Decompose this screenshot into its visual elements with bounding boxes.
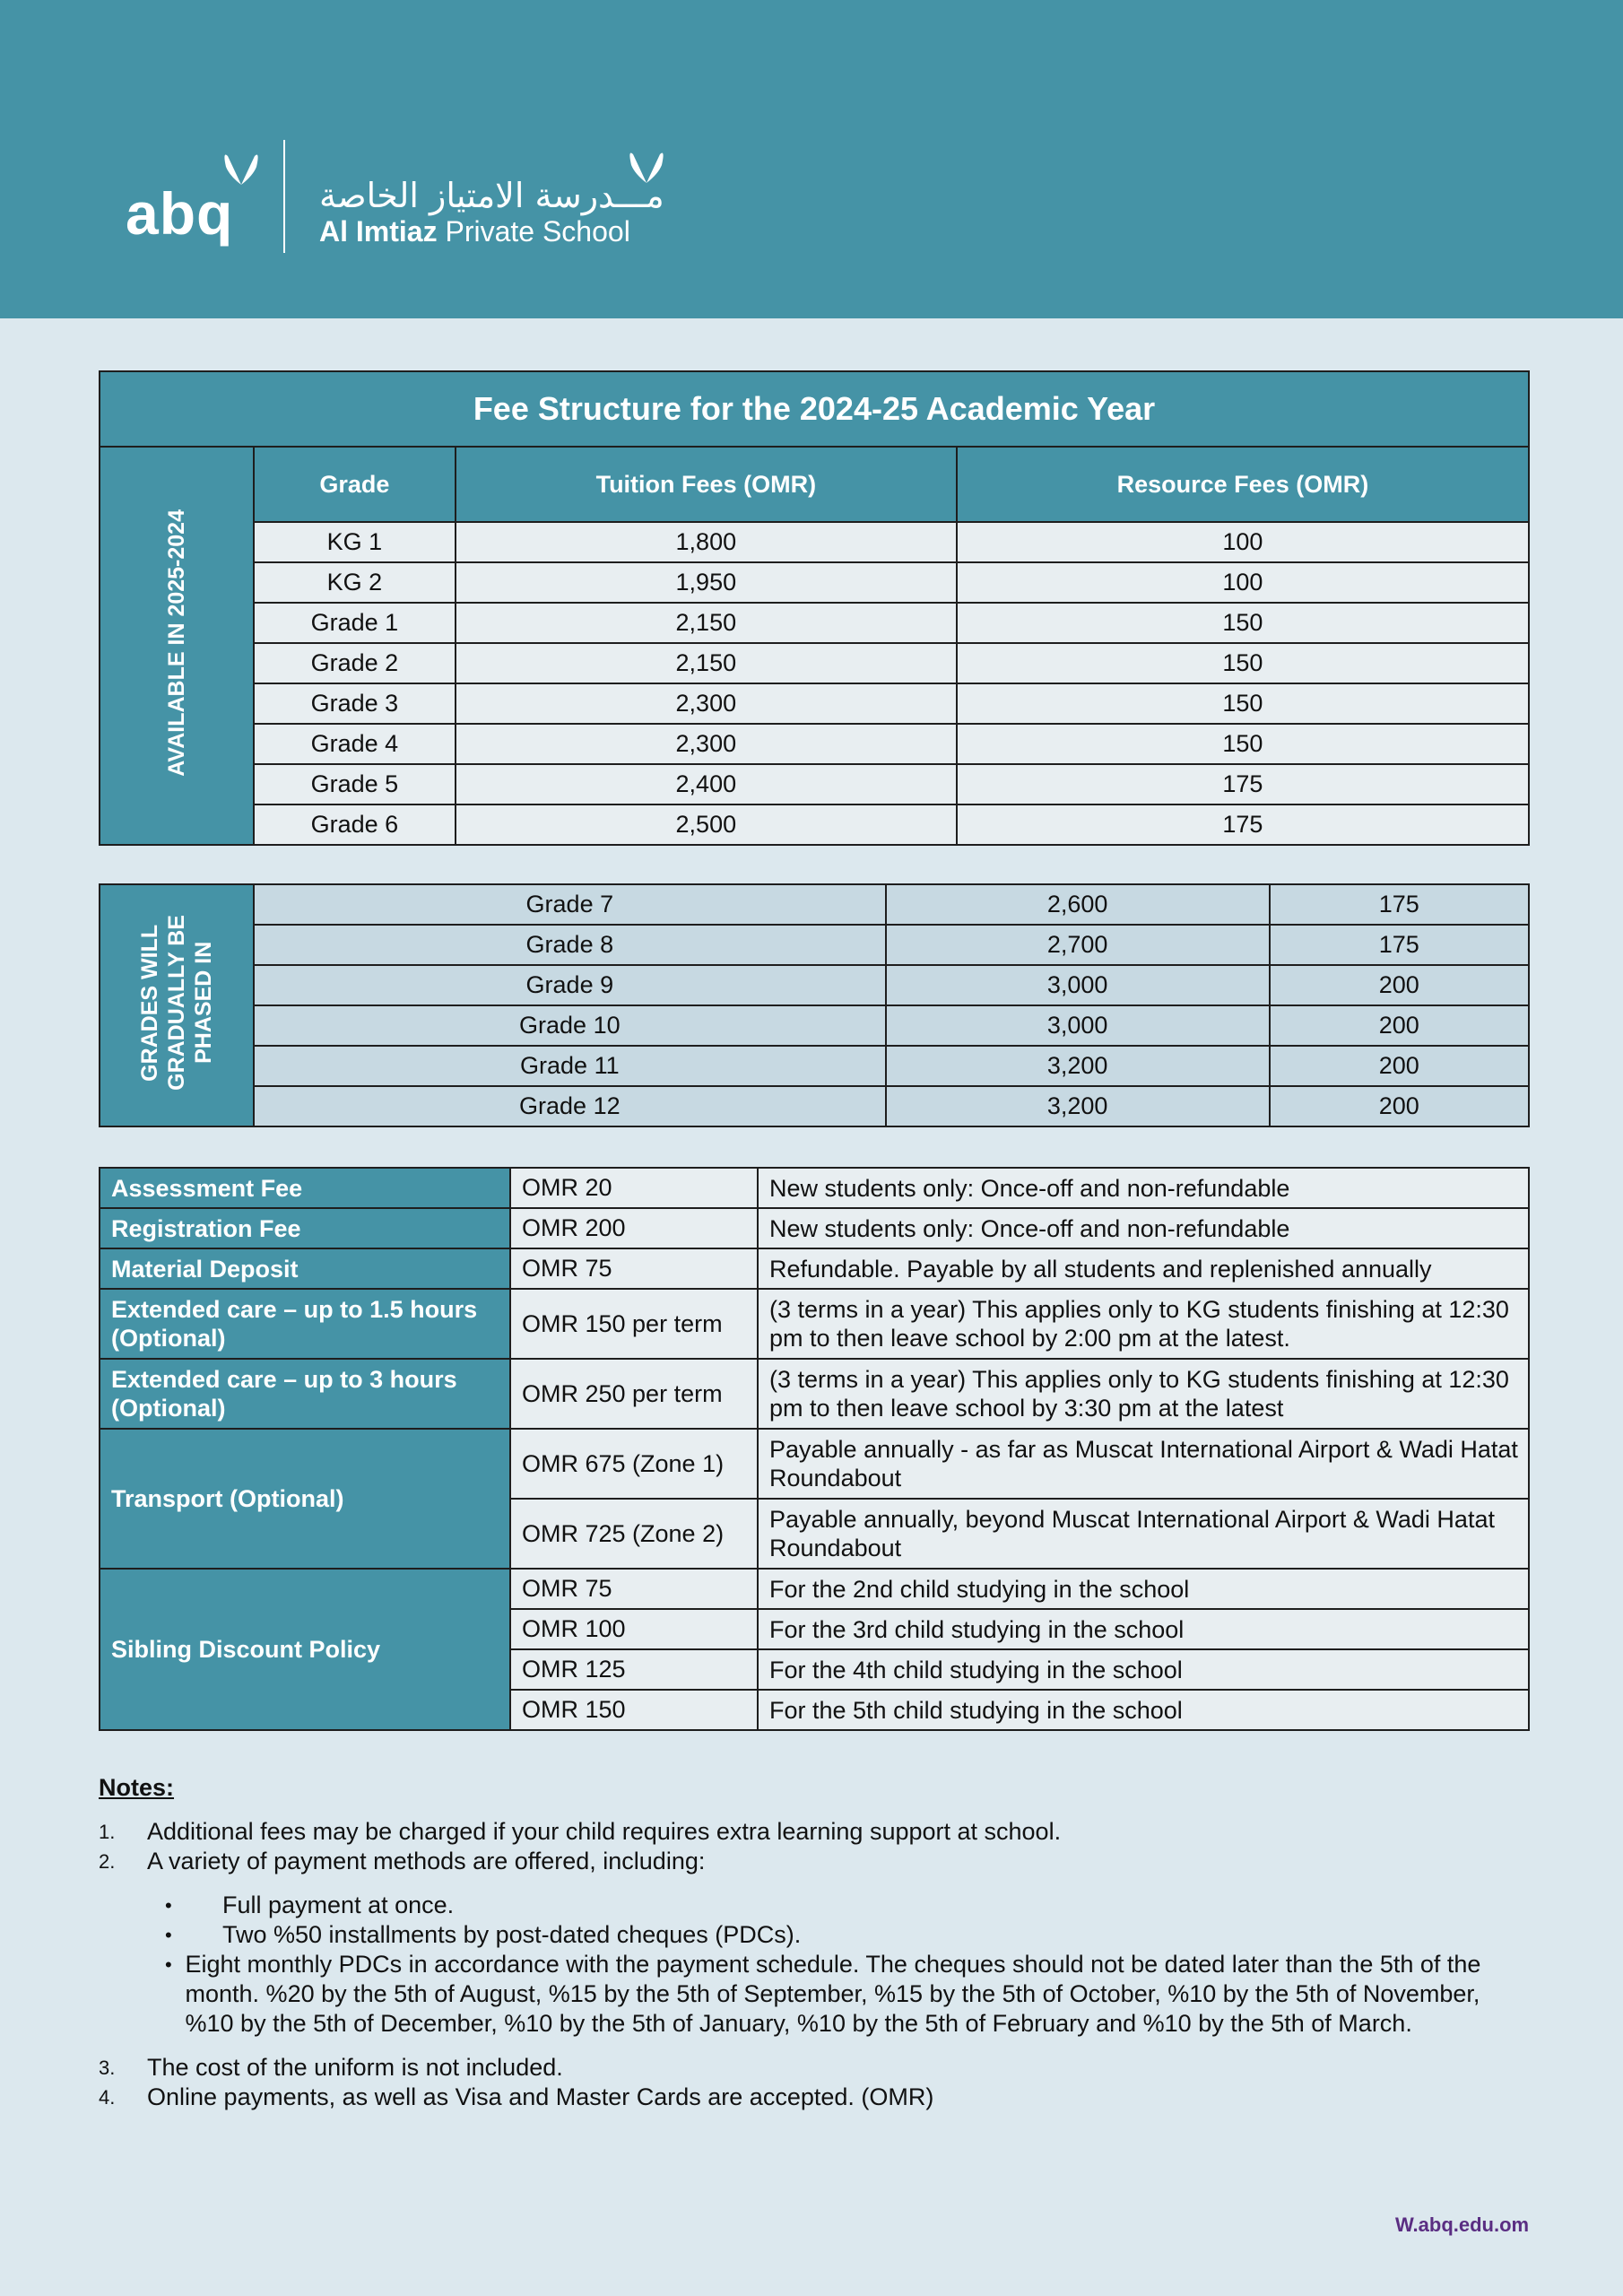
fee-table-title: Fee Structure for the 2024-25 Academic Year: [100, 371, 1529, 447]
page-header: [0, 0, 1623, 318]
notes-title: Notes:: [99, 1774, 175, 1801]
phased-side-label: GRADES WILL GRADUALLY BE PHASED IN: [100, 884, 254, 1126]
available-side-label: AVAILABLE IN 2025-2024: [100, 447, 254, 845]
list-item: 3. The cost of the uniform is not included.: [99, 2054, 563, 2081]
table-row: KG 1 1,800 100: [100, 522, 1529, 562]
abq-logo: abq: [126, 180, 234, 247]
table-row: Material Deposit OMR 75 Refundable. Payable by all students and replenished annually: [100, 1248, 1529, 1289]
table-row: Grade 4 2,300 150: [100, 724, 1529, 764]
table-row: Grade 11 3,200 200: [100, 1046, 1529, 1086]
website-link[interactable]: W.abq.edu.om: [1395, 2213, 1530, 2236]
table-row: Grade 6 2,500 175: [100, 804, 1529, 845]
school-name-arabic: مـــدرسة الامتياز الخاصة: [319, 176, 664, 215]
list-item: 2. A variety of payment methods are offered, including:: [99, 1848, 706, 1874]
table-row: KG 2 1,950 100: [100, 562, 1529, 603]
table-row: Grade 10 3,000 200: [100, 1005, 1529, 1046]
list-item: 1. Additional fees may be charged if your child requires extra learning support at school.: [99, 1818, 1062, 1845]
table-row: OMR 125 For the 4th child studying in the school: [100, 1649, 1529, 1690]
table-row: Grade 12 3,200 200: [100, 1086, 1529, 1126]
table-row: OMR 150 For the 5th child studying in the school: [100, 1690, 1529, 1730]
table-row: Extended care – up to 1.5 hours (Optional) OMR 150 per term (3 terms in a year) This applies only to KG students finishing at 12:30 pm to then leave school by 2:00 pm at the latest.: [100, 1289, 1529, 1359]
table-row: Grade 3 2,300 150: [100, 683, 1529, 724]
table-row: Sibling Discount Policy OMR 75 For the 2nd child studying in the school: [100, 1569, 1529, 1609]
butterfly-icon: [626, 147, 667, 188]
list-item: • Full payment at once.: [165, 1892, 455, 1918]
fee-table-available: [99, 370, 1530, 846]
table-row: Grade 9 3,000 200: [100, 965, 1529, 1005]
table-row: OMR 725 (Zone 2) Payable annually, beyond Muscat International Airport & Wadi Hatat Roundabout: [100, 1499, 1529, 1569]
col-header-tuition: Tuition Fees (OMR): [456, 447, 957, 522]
table-row: Transport (Optional) OMR 675 (Zone 1) Payable annually - as far as Muscat International Airport & Wadi Hatat Roundabout: [100, 1429, 1529, 1499]
table-row: Grade 2 2,150 150: [100, 643, 1529, 683]
table-row: Registration Fee OMR 200 New students only: Once-off and non-refundable: [100, 1208, 1529, 1248]
notes-section: [99, 1773, 1533, 2112]
other-fees-table: [99, 1167, 1530, 1731]
col-header-resource: Resource Fees (OMR): [957, 447, 1529, 522]
school-name-english: Al Imtiaz Private School: [319, 215, 630, 248]
table-row: GRADES WILL GRADUALLY BE PHASED IN Grade 7 2,600 175: [100, 884, 1529, 925]
table-row: Grade 5 2,400 175: [100, 764, 1529, 804]
table-row: Assessment Fee OMR 20 New students only: Once-off and non-refundable: [100, 1168, 1529, 1208]
list-item: 4. Online payments, as well as Visa and Master Cards are accepted. (OMR): [99, 2083, 934, 2110]
butterfly-icon: [221, 149, 262, 190]
fee-table-phased: [99, 883, 1530, 1127]
list-item: • Eight monthly PDCs in accordance with the payment schedule. The cheques should not be dated later than the 5th of the month. %20 by the 5th of August, %15 by the 5th of September, %15 by the 5th of October, %10 by the 5th of November, %10 by the 5th of December, %10 by the 5th of January, %10 by the 5th of February and %10 by the 5th of March.: [165, 1951, 1481, 2037]
table-row: Grade 8 2,700 175: [100, 925, 1529, 965]
list-item: • Two %50 installments by post-dated cheques (PDCs).: [165, 1921, 802, 1948]
logo-divider: [283, 140, 285, 253]
table-row: Grade 1 2,150 150: [100, 603, 1529, 643]
table-row: Extended care – up to 3 hours (Optional) OMR 250 per term (3 terms in a year) This applies only to KG students finishing at 12:30 pm to then leave school by 3:30 pm at the latest: [100, 1359, 1529, 1429]
table-row: OMR 100 For the 3rd child studying in the school: [100, 1609, 1529, 1649]
col-header-grade: Grade: [254, 447, 456, 522]
